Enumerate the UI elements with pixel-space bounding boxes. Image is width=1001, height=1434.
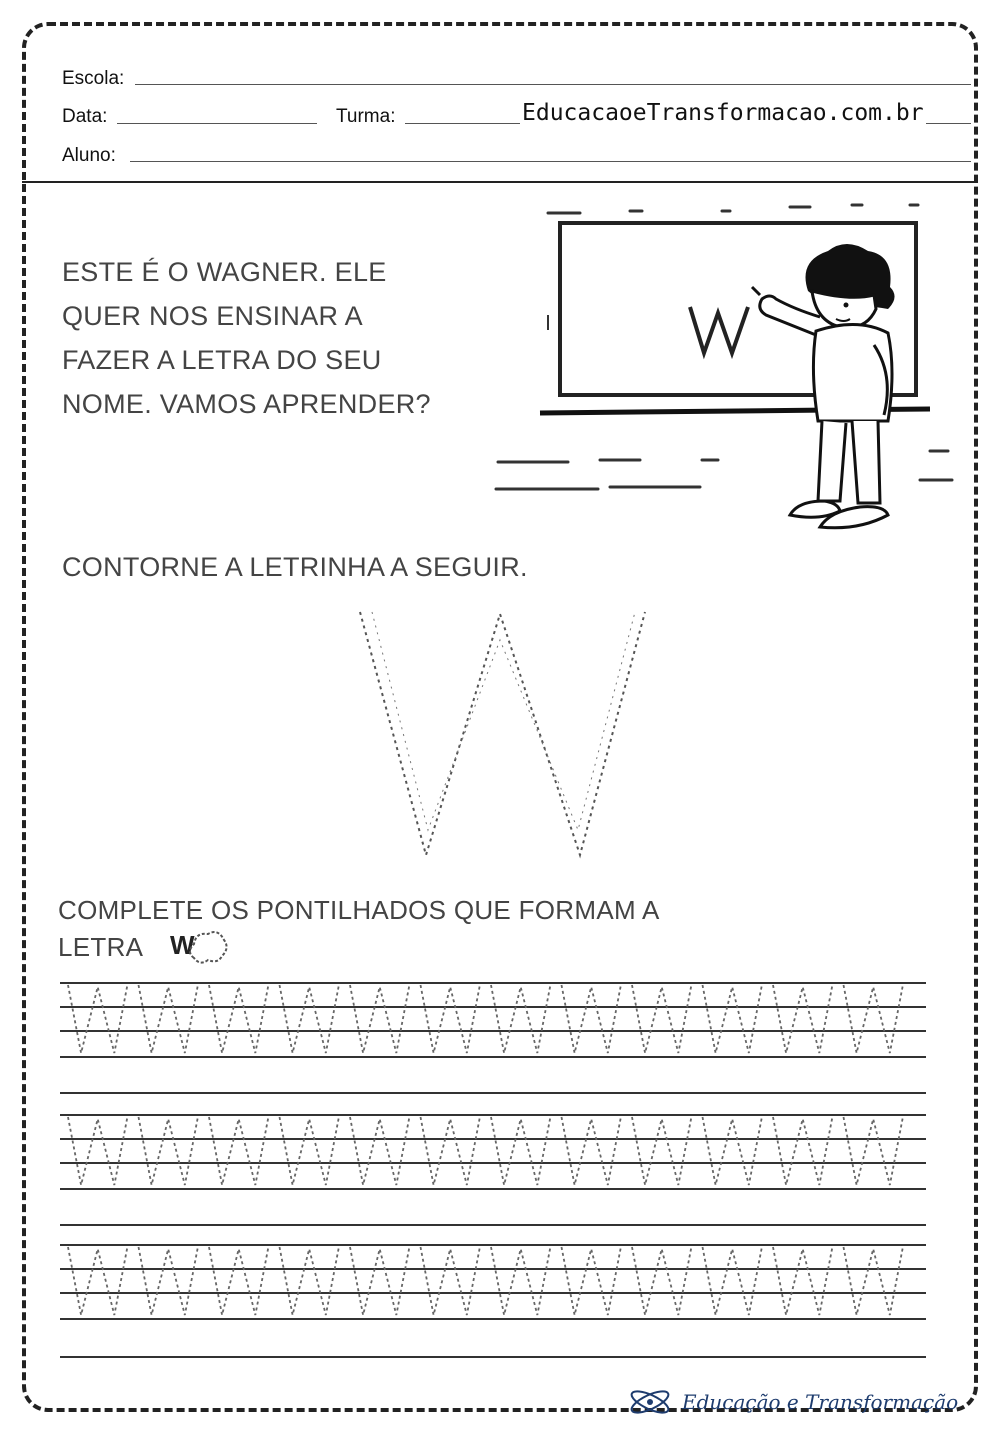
dotted-letter-w[interactable] — [632, 1247, 691, 1315]
class-label: Turma: — [336, 106, 396, 127]
dotted-letter-w[interactable] — [421, 1247, 480, 1315]
dotted-letter-w[interactable] — [139, 985, 198, 1053]
dotted-letter-w[interactable] — [562, 985, 621, 1053]
dotted-letter-w[interactable] — [703, 1247, 762, 1315]
dotted-letter-w[interactable] — [773, 1117, 832, 1185]
dotted-letter-w[interactable] — [209, 985, 268, 1053]
date-field-line[interactable] — [117, 123, 317, 124]
dotted-letter-w[interactable] — [68, 1117, 127, 1185]
dotted-letter-w[interactable] — [139, 1247, 198, 1315]
complete-instruction-letter: W — [170, 930, 195, 960]
dotted-letter-w[interactable] — [703, 985, 762, 1053]
header-separator — [22, 181, 978, 183]
dotted-letter-w[interactable] — [139, 1117, 198, 1185]
dotted-letter-w[interactable] — [844, 1247, 903, 1315]
dotted-letter-w[interactable] — [632, 1117, 691, 1185]
intro-text — [62, 250, 431, 426]
dotted-letter-w[interactable] — [562, 1247, 621, 1315]
dotted-letter-w[interactable] — [350, 1247, 409, 1315]
big-dotted-letter-w[interactable] — [340, 600, 670, 870]
dotted-letter-w[interactable] — [209, 1117, 268, 1185]
date-label: Data: — [62, 106, 108, 127]
intro-line: ESTE É O WAGNER. ELE — [62, 257, 387, 287]
footer-brand-text: Educação e Transformação — [682, 1390, 959, 1414]
school-field-line[interactable] — [135, 84, 971, 85]
dotted-letter-w[interactable] — [703, 1117, 762, 1185]
footer-brand — [628, 1385, 958, 1419]
website-text: EducacaoeTransformacao.com.br — [522, 100, 924, 126]
dotted-letter-w[interactable] — [209, 1247, 268, 1315]
intro-line: QUER NOS ENSINAR A — [62, 301, 363, 331]
intro-line: FAZER A LETRA DO SEU — [62, 345, 382, 375]
dotted-letter-w[interactable] — [491, 1117, 550, 1185]
dotted-letter-w[interactable] — [844, 985, 903, 1053]
complete-instruction: COMPLETE OS PONTILHADOS QUE FORMAM A — [58, 895, 660, 925]
dotted-letter-w[interactable] — [280, 1247, 339, 1315]
complete-instruction-letter-label: LETRA — [58, 932, 144, 962]
intro-line: NOME. VAMOS APRENDER? — [62, 389, 431, 419]
atom-logo-icon — [628, 1385, 672, 1419]
dotted-letter-w[interactable] — [350, 985, 409, 1053]
dotted-letter-w[interactable] — [280, 1117, 339, 1185]
trace-instruction: CONTORNE A LETRINHA A SEGUIR. — [62, 552, 528, 582]
dotted-letter-w[interactable] — [280, 985, 339, 1053]
dotted-letter-w[interactable] — [491, 985, 550, 1053]
school-label: Escola: — [62, 68, 125, 89]
dotted-letter-w[interactable] — [773, 985, 832, 1053]
dotted-letter-w[interactable] — [844, 1117, 903, 1185]
dotted-letter-w[interactable] — [68, 1247, 127, 1315]
dotted-letter-w[interactable] — [68, 985, 127, 1053]
practice-area[interactable] — [60, 975, 930, 1365]
dotted-letter-w[interactable] — [421, 985, 480, 1053]
dotted-letter-w[interactable] — [491, 1247, 550, 1315]
dotted-letter-w[interactable] — [421, 1117, 480, 1185]
dotted-letter-w[interactable] — [632, 985, 691, 1053]
dotted-letter-w[interactable] — [562, 1117, 621, 1185]
cloud-doodle-icon — [186, 928, 228, 968]
student-label: Aluno: — [62, 145, 116, 166]
boy-at-blackboard-illustration — [490, 195, 960, 555]
student-field-line[interactable] — [130, 161, 971, 162]
dotted-letter-w[interactable] — [773, 1247, 832, 1315]
dotted-letter-w[interactable] — [350, 1117, 409, 1185]
